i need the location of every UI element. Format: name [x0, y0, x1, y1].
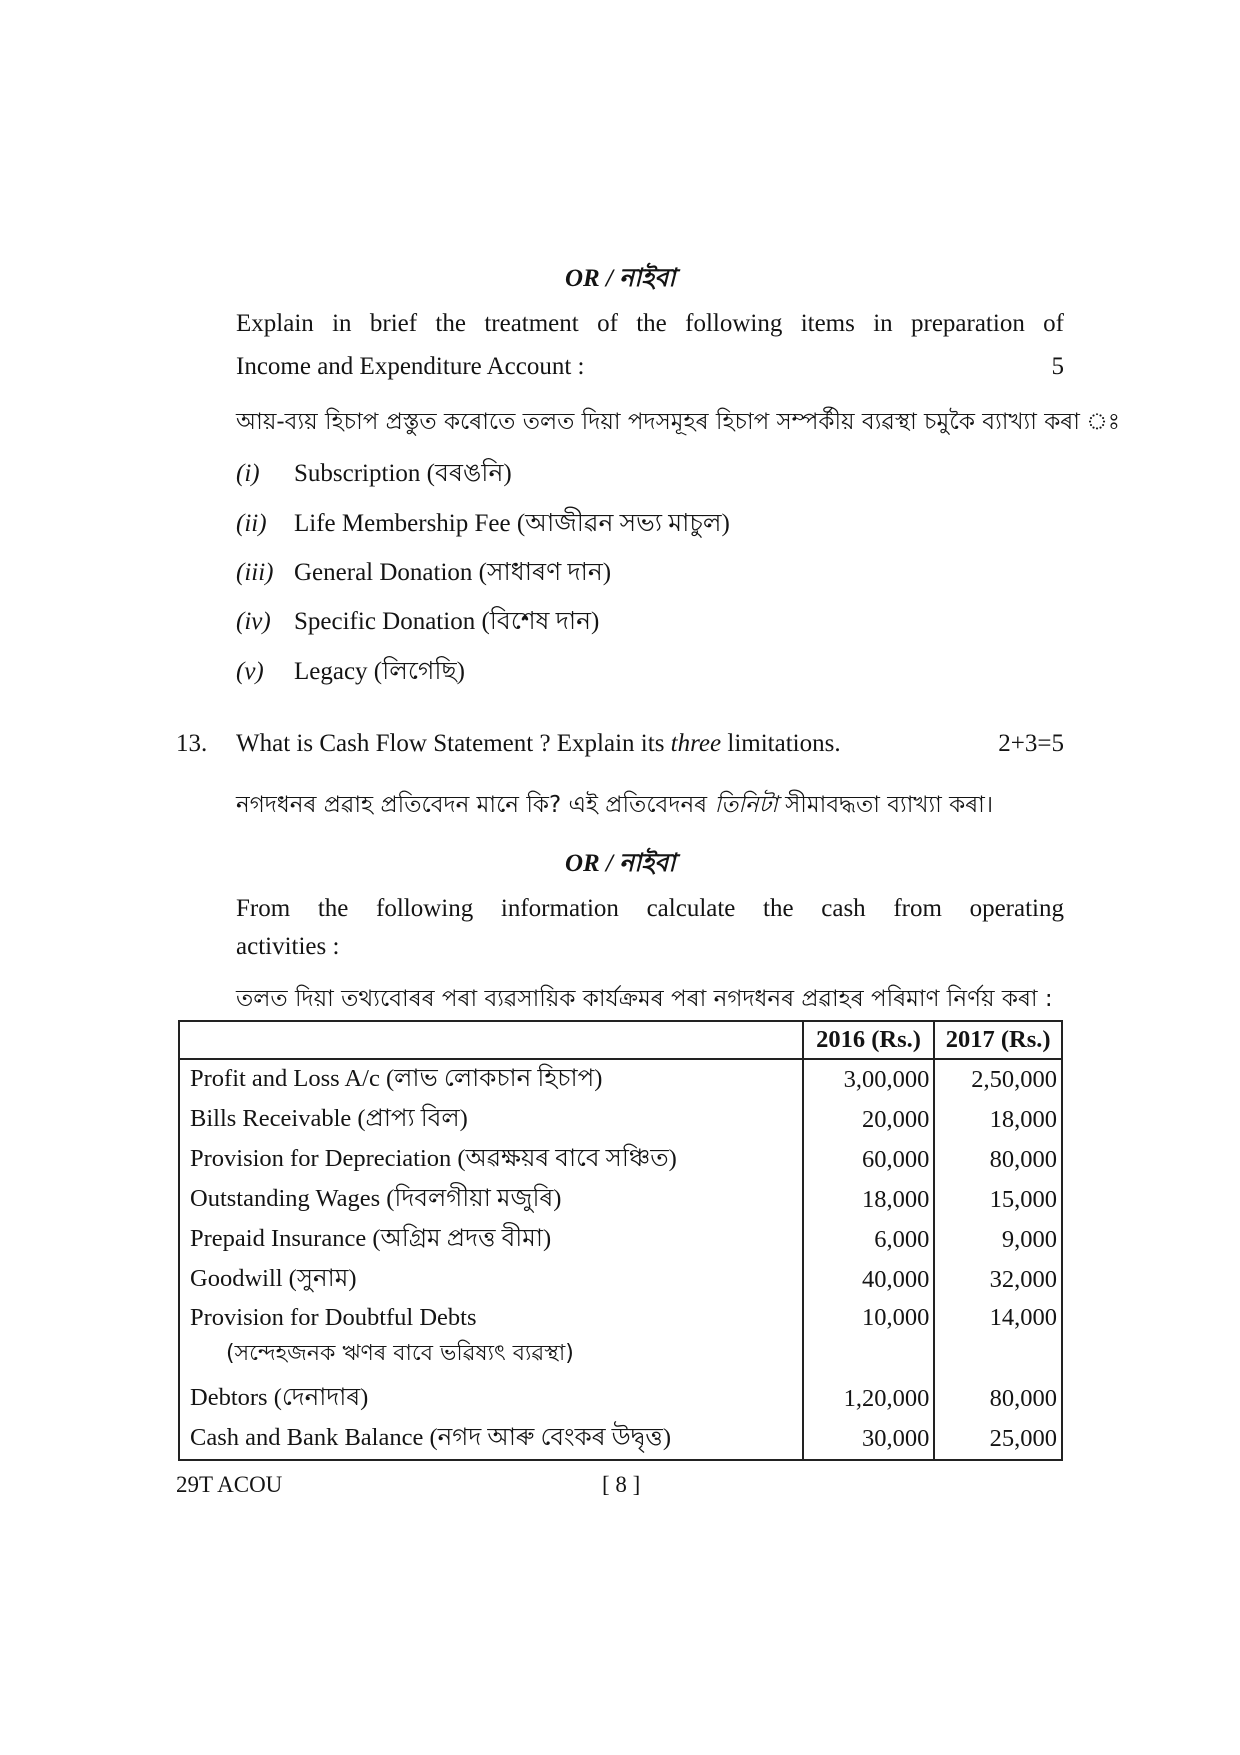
table-cell-2017: 80,000 — [934, 1140, 1062, 1180]
table-cell-label: Profit and Loss A/c (লাভ লোকচান হিচাপ) — [179, 1059, 803, 1100]
sub-item — [236, 453, 512, 496]
table-cell-2017: 32,000 — [934, 1260, 1062, 1300]
question-text-part: What is Cash Flow Statement ? Explain its — [236, 730, 671, 757]
page-number: [ 8 ] — [602, 1472, 641, 1497]
question-text — [236, 730, 841, 758]
bengali-text-emphasis: তিনিটা — [714, 792, 778, 818]
table-row — [179, 1059, 1062, 1100]
table-row — [179, 1220, 1062, 1260]
sub-item — [236, 552, 611, 595]
question-bengali-text: তলত দিয়া তথ্যবোৰৰ পৰা ব্যৱসায়িক কাৰ্যক্ৰমৰ পৰা নগদধনৰ প্ৰৱাহৰ পৰিমাণ নিৰ্ণয় কৰা : — [236, 986, 1053, 1012]
table-cell-2017: 15,000 — [934, 1180, 1062, 1220]
table-cell-2017: 14,000 — [934, 1300, 1062, 1379]
question-bengali-text — [236, 786, 993, 825]
table-row — [179, 1419, 1062, 1460]
table-cell-2017: 2,50,000 — [934, 1059, 1062, 1100]
question-text-emphasis: three — [670, 730, 722, 757]
table-cell-label: Provision for Depreciation (অৱক্ষয়ৰ বাবে সঞ্চিত) — [179, 1140, 803, 1180]
table-cell-2016: 1,20,000 — [803, 1379, 935, 1419]
sub-item — [236, 601, 599, 644]
table-row — [179, 1140, 1062, 1180]
table-cell-2017: 25,000 — [934, 1419, 1062, 1460]
sub-item-text: Specific Donation (বিশেষ দান) — [294, 608, 600, 635]
table-cell-label: Prepaid Insurance (অগ্ৰিম প্ৰদত্ত বীমা) — [179, 1220, 803, 1260]
bengali-text-part: সীমাবদ্ধতা ব্যাখ্যা কৰা। — [777, 792, 994, 818]
table-cell-2016: 6,000 — [803, 1220, 935, 1260]
table-cell-2017: 18,000 — [934, 1100, 1062, 1140]
question-bengali-text: আয়-ব্যয় হিচাপ প্ৰস্তুত কৰোতে তলত দিয়া পদসমূহৰ হিচাপ সম্পৰ্কীয় ব্যৱস্থা চমুকৈ ব্যাখ্যা কৰা ঃ — [236, 409, 1121, 435]
table-cell-2016: 40,000 — [803, 1260, 935, 1300]
bengali-text-part: নগদধনৰ প্ৰৱাহ প্ৰতিবেদন মানে কি? এই প্ৰতিবেদনৰ — [236, 792, 715, 818]
table-header-row — [179, 1021, 1062, 1059]
table-cell-2016: 60,000 — [803, 1140, 935, 1180]
table-header-cell: 2016 (Rs.) — [803, 1021, 935, 1059]
table-cell-2016: 20,000 — [803, 1100, 935, 1140]
table-row — [179, 1379, 1062, 1419]
sub-item-text: Life Membership Fee (আজীৱন সভ্য মাচুল) — [294, 510, 730, 537]
or-heading: OR / নাইবা — [565, 265, 676, 292]
table-header-cell: 2017 (Rs.) — [934, 1021, 1062, 1059]
sub-item-number: (iv) — [236, 608, 271, 635]
table-cell-2017: 80,000 — [934, 1379, 1062, 1419]
sub-item-text: General Donation (সাধাৰণ দান) — [294, 559, 612, 586]
or-heading: OR / নাইবা — [565, 850, 676, 877]
sub-item — [236, 651, 465, 694]
sub-item — [236, 503, 730, 546]
paper-code: 29T ACOU — [176, 1472, 283, 1497]
table-cell-2017: 9,000 — [934, 1220, 1062, 1260]
question-marks: 2+3=5 — [998, 730, 1064, 757]
question-number: 13. — [176, 730, 208, 757]
question-text-line: Explain in brief the treatment of the following items in preparation of — [236, 310, 1064, 337]
table-cell-label: Bills Receivable (প্ৰাপ্য বিল) — [179, 1100, 803, 1140]
table-cell-sublabel: (সন্দেহজনক ঋণৰ বাবে ভৱিষ্যৎ ব্যৱস্থা) — [226, 1341, 574, 1366]
sub-item-number: (i) — [236, 460, 260, 487]
sub-item-text: Subscription (বৰঙনি) — [294, 460, 512, 487]
table-header-cell — [179, 1021, 803, 1059]
sub-item-text: Legacy (লিগেছি) — [294, 658, 465, 685]
table-cell-label — [179, 1300, 803, 1379]
table-cell-2016: 3,00,000 — [803, 1059, 935, 1100]
question-text-line: Income and Expenditure Account : — [236, 353, 585, 380]
table-row — [179, 1180, 1062, 1220]
sub-item-number: (iii) — [236, 559, 274, 586]
table-cell-2016: 10,000 — [803, 1300, 935, 1379]
table-cell-label-text: Provision for Doubtful Debts — [190, 1304, 477, 1331]
question-text-part: limitations. — [721, 730, 841, 757]
table-cell-label: Debtors (দেনাদাৰ) — [179, 1379, 803, 1419]
question-text-line: From the following information calculate the cash from operating — [236, 895, 1064, 922]
question-marks: 5 — [1051, 353, 1064, 380]
table-row — [179, 1100, 1062, 1140]
table-cell-label: Outstanding Wages (দিবলগীয়া মজুৰি) — [179, 1180, 803, 1220]
table-cell-label: Goodwill (সুনাম) — [179, 1260, 803, 1300]
sub-item-number: (ii) — [236, 510, 267, 537]
question-text-line: activities : — [236, 933, 340, 960]
table-cell-2016: 30,000 — [803, 1419, 935, 1460]
sub-item-number: (v) — [236, 658, 264, 685]
table-row — [179, 1300, 1062, 1379]
data-table — [178, 1020, 1063, 1461]
table-cell-2016: 18,000 — [803, 1180, 935, 1220]
table-cell-label: Cash and Bank Balance (নগদ আৰু বেংকৰ উদ্বৃত্ত) — [179, 1419, 803, 1460]
table-row — [179, 1260, 1062, 1300]
